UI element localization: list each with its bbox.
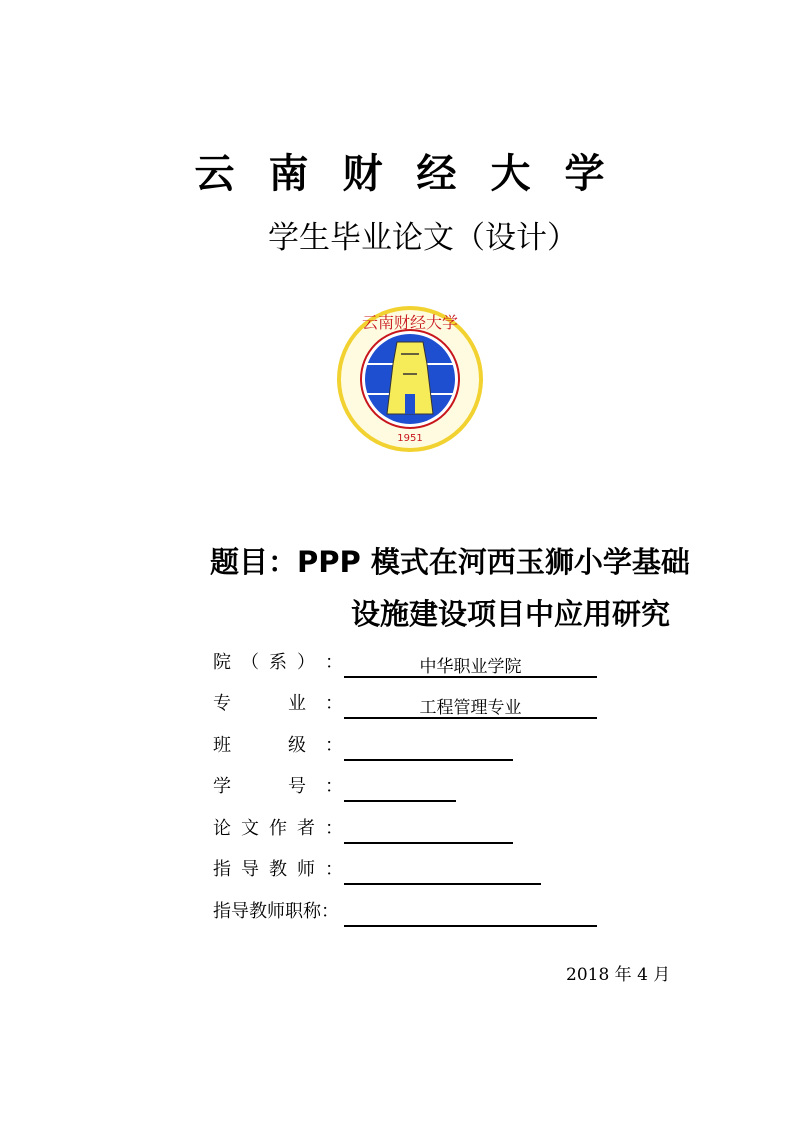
logo-seal-text: 云南财经大学 xyxy=(361,313,459,332)
submission-date: 2018 年 4 月 xyxy=(566,965,671,985)
department-value[interactable]: 中华职业学院 xyxy=(344,652,597,678)
logo-gate-door xyxy=(405,394,415,414)
field-label: 班 级 ： xyxy=(213,735,343,756)
field-label: 指 导 教 师 ： xyxy=(213,859,343,880)
university-name: 云南财经大学 xyxy=(194,150,639,197)
thesis-title-line-2: 设施建设项目中应用研究 xyxy=(351,597,671,631)
author-value[interactable] xyxy=(344,818,513,844)
student-id-value[interactable] xyxy=(344,776,456,802)
field-label: 学 号 ： xyxy=(213,776,343,797)
class-value[interactable] xyxy=(344,735,513,761)
field-label: 院 （ 系 ） ： xyxy=(213,652,343,673)
major-value[interactable]: 工程管理专业 xyxy=(344,693,597,719)
thesis-title-line-1: 题目：PPP 模式在河西玉狮小学基础 xyxy=(210,545,690,579)
field-label: 指导教师职称： xyxy=(213,901,339,922)
advisor-value[interactable] xyxy=(344,859,541,885)
university-logo xyxy=(335,304,485,454)
field-label: 论 文 作 者 ： xyxy=(213,818,343,839)
advisor-title-value[interactable] xyxy=(344,901,597,927)
field-label: 专 业 ： xyxy=(213,693,343,714)
logo-year: 1951 xyxy=(397,433,423,444)
document-type: 学生毕业论文（设计） xyxy=(268,220,578,256)
